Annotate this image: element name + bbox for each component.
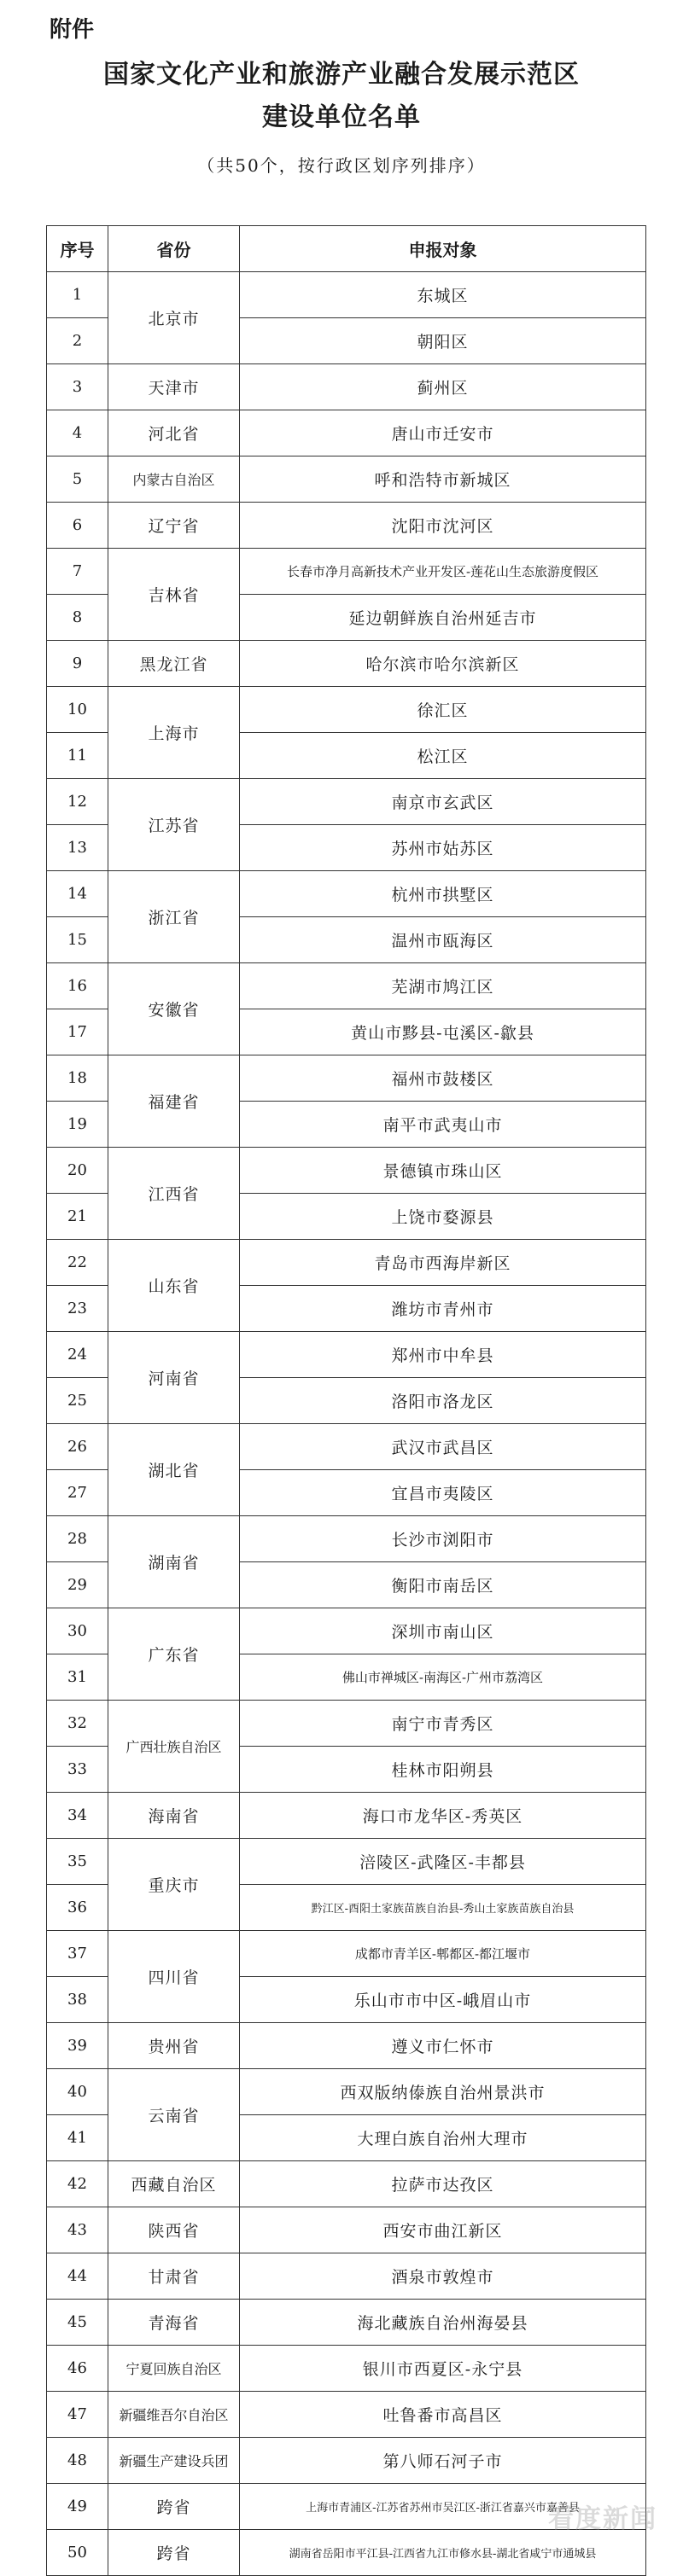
cell-seq: 42: [47, 2161, 108, 2207]
cell-province: 山东省: [108, 1240, 240, 1332]
cell-province: 吉林省: [108, 549, 240, 641]
cell-seq: 33: [47, 1747, 108, 1793]
table-row: [47, 1240, 646, 1286]
table-row: [47, 2438, 646, 2484]
cell-seq: 6: [47, 503, 108, 549]
cell-seq: 37: [47, 1931, 108, 1977]
cell-province: 云南省: [108, 2069, 240, 2161]
cell-object: 大理白族自治州大理市: [240, 2115, 646, 2161]
cell-province: 天津市: [108, 364, 240, 410]
cell-province: 重庆市: [108, 1839, 240, 1931]
cell-object: 吐鲁番市高昌区: [240, 2392, 646, 2438]
cell-province: 湖南省: [108, 1516, 240, 1608]
cell-seq: 32: [47, 1701, 108, 1747]
cell-province: 安徽省: [108, 963, 240, 1055]
cell-object: 福州市鼓楼区: [240, 1055, 646, 1102]
cell-seq: 27: [47, 1470, 108, 1516]
cell-object: 延边朝鲜族自治州延吉市: [240, 595, 646, 641]
cell-object: 深圳市南山区: [240, 1608, 646, 1654]
cell-object: 佛山市禅城区-南海区-广州市荔湾区: [240, 1654, 646, 1701]
cell-seq: 2: [47, 318, 108, 364]
cell-object: 上饶市婺源县: [240, 1194, 646, 1240]
cell-seq: 35: [47, 1839, 108, 1885]
cell-seq: 13: [47, 825, 108, 871]
cell-object: 长沙市浏阳市: [240, 1516, 646, 1562]
table-row: [47, 1148, 646, 1194]
cell-province: 四川省: [108, 1931, 240, 2023]
cell-seq: 25: [47, 1378, 108, 1424]
table-row: [47, 272, 646, 318]
cell-object: 宜昌市夷陵区: [240, 1470, 646, 1516]
cell-province: 黑龙江省: [108, 641, 240, 687]
table-row: [47, 871, 646, 917]
table-row: [47, 2346, 646, 2392]
table-header-row: [47, 226, 646, 272]
table-row: [47, 2253, 646, 2300]
cell-object: 南宁市青秀区: [240, 1701, 646, 1747]
cell-seq: 31: [47, 1654, 108, 1701]
cell-object: 第八师石河子市: [240, 2438, 646, 2484]
table-row: [47, 1701, 646, 1747]
cell-seq: 1: [47, 272, 108, 318]
cell-seq: 45: [47, 2300, 108, 2346]
cell-seq: 20: [47, 1148, 108, 1194]
cell-object: 南京市玄武区: [240, 779, 646, 825]
table-row: [47, 364, 646, 410]
table-row: [47, 1424, 646, 1470]
table-row: [47, 2023, 646, 2069]
cell-province: 江苏省: [108, 779, 240, 871]
cell-province: 福建省: [108, 1055, 240, 1148]
table-row: [47, 2207, 646, 2253]
cell-seq: 46: [47, 2346, 108, 2392]
cell-object: 遵义市仁怀市: [240, 2023, 646, 2069]
table-row: [47, 2069, 646, 2115]
header-province: 省份: [108, 226, 240, 272]
cell-object: 温州市瓯海区: [240, 917, 646, 963]
cell-object: 哈尔滨市哈尔滨新区: [240, 641, 646, 687]
cell-province: 新疆维吾尔自治区: [108, 2392, 240, 2438]
cell-seq: 39: [47, 2023, 108, 2069]
cell-seq: 22: [47, 1240, 108, 1286]
cell-province: 贵州省: [108, 2023, 240, 2069]
cell-object: 西双版纳傣族自治州景洪市: [240, 2069, 646, 2115]
cell-seq: 9: [47, 641, 108, 687]
cell-seq: 50: [47, 2530, 108, 2576]
table-row: [47, 1931, 646, 1977]
cell-object: 朝阳区: [240, 318, 646, 364]
table-row: [47, 963, 646, 1009]
cell-object: 长春市净月高新技术产业开发区-莲花山生态旅游度假区: [240, 549, 646, 595]
table-row: [47, 410, 646, 456]
cell-seq: 40: [47, 2069, 108, 2115]
cell-province: 海南省: [108, 1793, 240, 1839]
cell-seq: 44: [47, 2253, 108, 2300]
table-row: [47, 1839, 646, 1885]
cell-seq: 24: [47, 1332, 108, 1378]
cell-object: 上海市青浦区-江苏省苏州市吴江区-浙江省嘉兴市嘉善县: [240, 2484, 646, 2530]
cell-province: 内蒙古自治区: [108, 456, 240, 503]
cell-seq: 47: [47, 2392, 108, 2438]
table-row: [47, 2392, 646, 2438]
cell-seq: 36: [47, 1885, 108, 1931]
watermark-logo: 看度新闻: [548, 2504, 657, 2534]
cell-object: 海口市龙华区-秀英区: [240, 1793, 646, 1839]
cell-seq: 5: [47, 456, 108, 503]
cell-seq: 16: [47, 963, 108, 1009]
table-body: [47, 272, 646, 2576]
table-row: [47, 1516, 646, 1562]
cell-object: 郑州市中牟县: [240, 1332, 646, 1378]
cell-province: 河北省: [108, 410, 240, 456]
cell-object: 海北藏族自治州海晏县: [240, 2300, 646, 2346]
header-object: 申报对象: [240, 226, 646, 272]
cell-province: 广东省: [108, 1608, 240, 1701]
header-seq: 序号: [47, 226, 108, 272]
cell-object: 景德镇市珠山区: [240, 1148, 646, 1194]
cell-object: 苏州市姑苏区: [240, 825, 646, 871]
cell-province: 宁夏回族自治区: [108, 2346, 240, 2392]
cell-object: 青岛市西海岸新区: [240, 1240, 646, 1286]
cell-province: 跨省: [108, 2530, 240, 2576]
cell-seq: 41: [47, 2115, 108, 2161]
cell-province: 西藏自治区: [108, 2161, 240, 2207]
cell-object: 银川市西夏区-永宁县: [240, 2346, 646, 2392]
cell-seq: 3: [47, 364, 108, 410]
cell-object: 乐山市市中区-峨眉山市: [240, 1977, 646, 2023]
cell-province: 上海市: [108, 687, 240, 779]
cell-object: 成都市青羊区-郫都区-都江堰市: [240, 1931, 646, 1977]
cell-object: 衡阳市南岳区: [240, 1562, 646, 1608]
table-row: [47, 1793, 646, 1839]
cell-object: 沈阳市沈河区: [240, 503, 646, 549]
cell-seq: 30: [47, 1608, 108, 1654]
table-row: [47, 687, 646, 733]
cell-object: 蓟州区: [240, 364, 646, 410]
cell-object: 唐山市迁安市: [240, 410, 646, 456]
cell-seq: 29: [47, 1562, 108, 1608]
cell-seq: 10: [47, 687, 108, 733]
cell-province: 湖北省: [108, 1424, 240, 1516]
cell-seq: 18: [47, 1055, 108, 1102]
cell-seq: 8: [47, 595, 108, 641]
table-row: [47, 2530, 646, 2576]
page-title: 国家文化产业和旅游产业融合发展示范区: [103, 60, 580, 90]
table-row: [47, 549, 646, 595]
cell-seq: 28: [47, 1516, 108, 1562]
cell-object: 徐汇区: [240, 687, 646, 733]
table-row: [47, 2300, 646, 2346]
table-row: [47, 1608, 646, 1654]
table-row: [47, 779, 646, 825]
cell-seq: 34: [47, 1793, 108, 1839]
table-row: [47, 1055, 646, 1102]
cell-object: 南平市武夷山市: [240, 1102, 646, 1148]
cell-seq: 43: [47, 2207, 108, 2253]
cell-province: 广西壮族自治区: [108, 1701, 240, 1793]
cell-seq: 38: [47, 1977, 108, 2023]
cell-object: 东城区: [240, 272, 646, 318]
cell-seq: 23: [47, 1286, 108, 1332]
cell-seq: 7: [47, 549, 108, 595]
table-row: [47, 1332, 646, 1378]
cell-object: 桂林市阳朔县: [240, 1747, 646, 1793]
cell-province: 北京市: [108, 272, 240, 364]
page-title-line2: 建设单位名单: [262, 102, 421, 132]
cell-seq: 11: [47, 733, 108, 779]
cell-object: 湖南省岳阳市平江县-江西省九江市修水县-湖北省咸宁市通城县: [240, 2530, 646, 2576]
cell-seq: 17: [47, 1009, 108, 1055]
cell-object: 洛阳市洛龙区: [240, 1378, 646, 1424]
cell-object: 西安市曲江新区: [240, 2207, 646, 2253]
cell-object: 松江区: [240, 733, 646, 779]
page-subtitle: （共50个，按行政区划序列排序）: [197, 155, 486, 176]
cell-seq: 4: [47, 410, 108, 456]
cell-object: 潍坊市青州市: [240, 1286, 646, 1332]
cell-province: 新疆生产建设兵团: [108, 2438, 240, 2484]
cell-seq: 21: [47, 1194, 108, 1240]
cell-object: 涪陵区-武隆区-丰都县: [240, 1839, 646, 1885]
cell-province: 江西省: [108, 1148, 240, 1240]
cell-seq: 14: [47, 871, 108, 917]
cell-province: 跨省: [108, 2484, 240, 2530]
cell-province: 陕西省: [108, 2207, 240, 2253]
annex-label: 附件: [50, 17, 95, 43]
table-row: [47, 2161, 646, 2207]
cell-seq: 12: [47, 779, 108, 825]
table-row: [47, 503, 646, 549]
cell-province: 浙江省: [108, 871, 240, 963]
cell-object: 黄山市黟县-屯溪区-歙县: [240, 1009, 646, 1055]
cell-object: 芜湖市鸠江区: [240, 963, 646, 1009]
cell-seq: 48: [47, 2438, 108, 2484]
cell-seq: 19: [47, 1102, 108, 1148]
cell-province: 辽宁省: [108, 503, 240, 549]
cell-object: 酒泉市敦煌市: [240, 2253, 646, 2300]
table-row: [47, 456, 646, 503]
cell-province: 河南省: [108, 1332, 240, 1424]
cell-object: 杭州市拱墅区: [240, 871, 646, 917]
cell-seq: 49: [47, 2484, 108, 2530]
cell-province: 青海省: [108, 2300, 240, 2346]
cell-object: 呼和浩特市新城区: [240, 456, 646, 503]
cell-seq: 26: [47, 1424, 108, 1470]
table-row: [47, 641, 646, 687]
cell-object: 武汉市武昌区: [240, 1424, 646, 1470]
demonstration-zone-table: [46, 225, 646, 2576]
cell-seq: 15: [47, 917, 108, 963]
cell-province: 甘肃省: [108, 2253, 240, 2300]
cell-object: 拉萨市达孜区: [240, 2161, 646, 2207]
cell-object: 黔江区-酉阳土家族苗族自治县-秀山土家族苗族自治县: [240, 1885, 646, 1931]
